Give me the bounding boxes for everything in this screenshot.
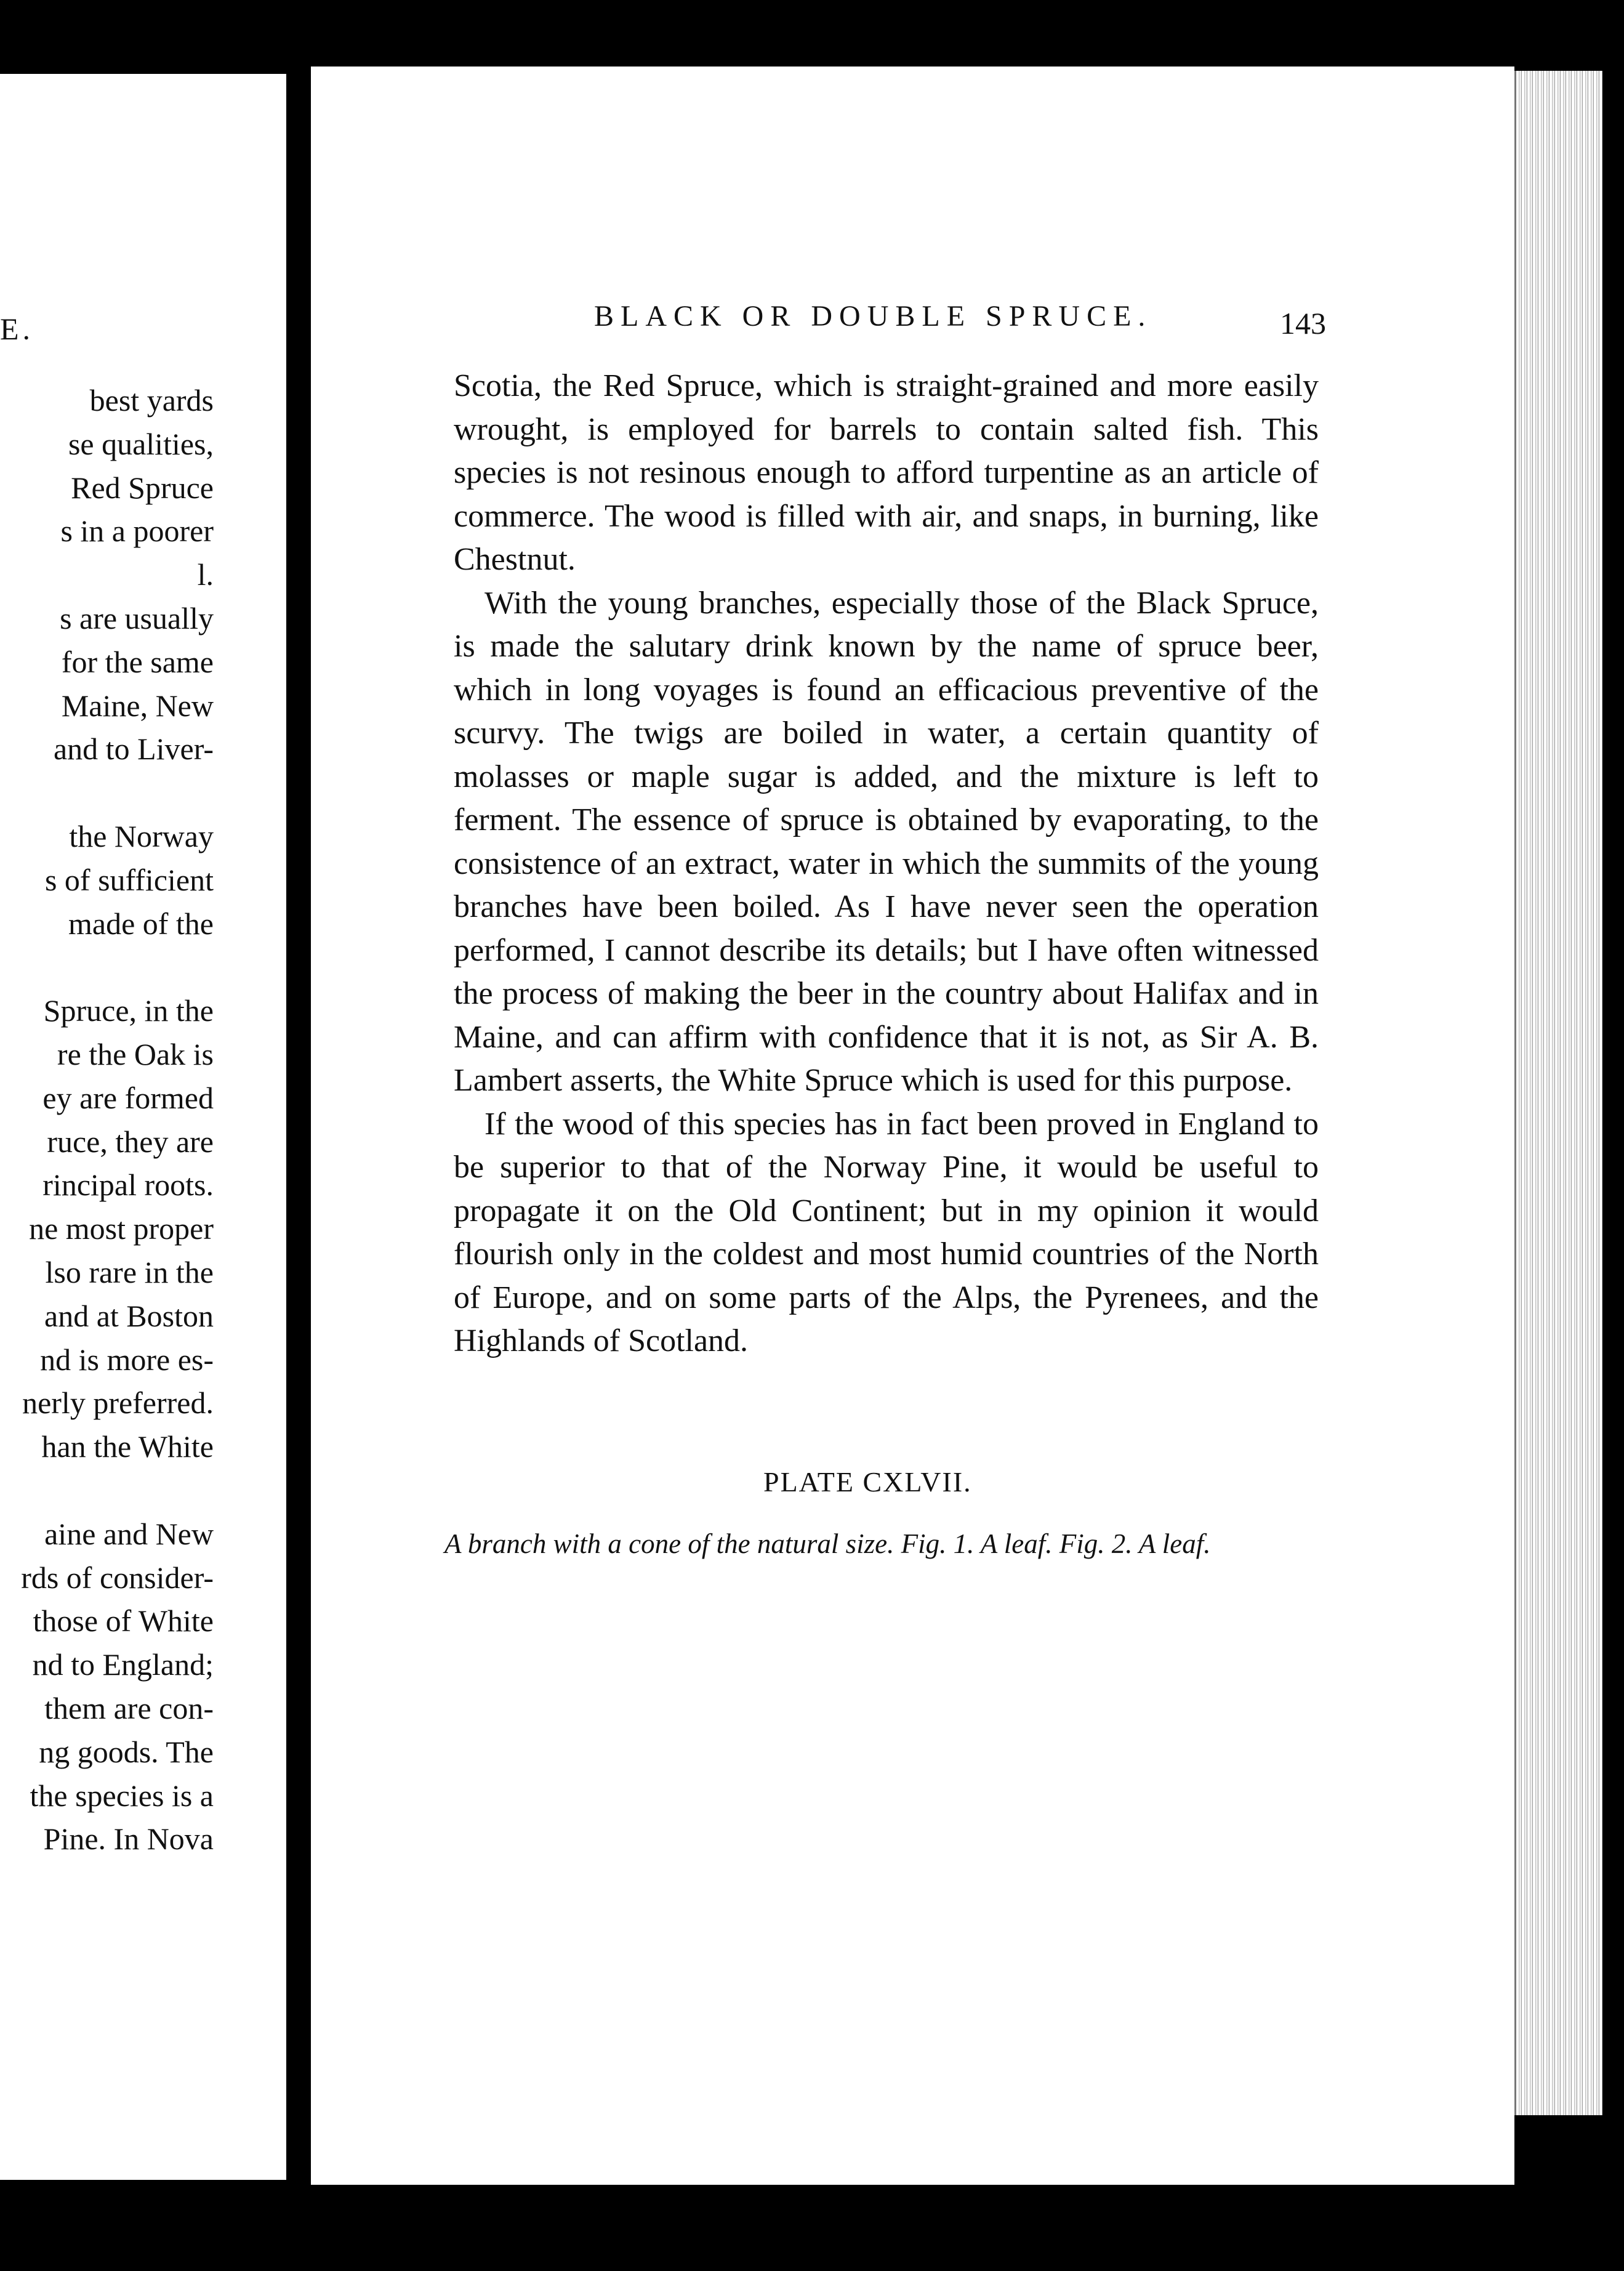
left-page-line: nd is more es- [40,1342,214,1377]
left-page-line: s of sufficient [44,862,214,897]
left-running-head-fragment: E. [0,312,34,346]
left-page-line: ne most proper [29,1211,214,1246]
left-page-line: ey are formed [42,1080,214,1115]
left-page-line: and to Liver- [53,732,214,767]
left-page-line: Red Spruce [71,470,214,505]
left-page-line: best yards [89,383,214,417]
left-page-line: han the White [41,1429,214,1464]
left-page-line: ruce, they are [47,1124,214,1159]
left-page-line: the Norway [69,819,214,853]
body-text [454,365,1319,1363]
left-page-line: rincipal roots. [42,1168,214,1203]
left-page-line: and at Boston [44,1298,214,1333]
left-page-line: lso rare in the [45,1255,214,1289]
book-gutter [286,68,311,2186]
paragraph-2: With the young branches, especially those of the Black Spruce, is made the salutary drink known by the name of spruce beer, which in long voyages is found an efficacious preventive of the scurvy. The twigs are boiled in water, a certain quantity of molasses or maple sugar is added, and the mixture is left to ferment. The essence of spruce is obtained by evaporating, to the consistence of an extract, water in which the summits of the young branches have been boiled. As I have never seen the operation performed, I cannot describe its details; but I have often witnessed the process of making the beer in the country about Halifax and in Maine, and can affirm with confidence that it is not, as Sir A. B. Lambert asserts, the White Spruce which is used for this purpose. [454,585,1319,1098]
left-page-line: those of White [33,1603,214,1639]
left-page-line: nd to England; [32,1647,214,1682]
plate-caption: A branch with a cone of the natural size. Fig. 1. A leaf. Fig. 2. A leaf. [444,1528,1211,1559]
left-page-line: for the same [61,644,214,679]
left-page-line: nerly preferred. [22,1386,214,1421]
running-head: BLACK OR DOUBLE SPRUCE. [594,300,1152,333]
left-page-line: s in a poorer [60,514,214,549]
paragraph-1: Scotia, the Red Spruce, which is straight-grained and more easily wrought, is employed for barrels to contain salted fish. This species is not resinous enough to afford turpentine as an article of commerce. The wood is filled with air, and snaps, in burning, like Chestnut. [454,368,1319,577]
page-number: 143 [1280,306,1326,341]
left-page-line: the species is a [30,1778,214,1813]
left-page-line: Spruce, in the [43,993,214,1028]
plate-title: PLATE CXLVII. [763,1466,972,1498]
left-page-line: rds of consider- [21,1560,214,1595]
left-page-line: se qualities, [68,426,214,461]
left-page-line: made of the [68,906,214,941]
page-edges [1514,71,1602,2115]
left-facing-page [0,74,286,2180]
left-page-line: s are usually [60,601,214,635]
left-page-line: re the Oak is [57,1037,214,1071]
left-page-line: Maine, New [61,688,214,723]
left-page-line: l. [197,557,214,592]
left-page-line: Pine. In Nova [43,1821,214,1857]
paragraph-3: If the wood of this species has in fact been proved in England to be superior to that of the Norway Pine, it would be useful to propagate it on the Old Continent; but in my opinion it would flourish only in the coldest and most humid countries of the North of Europe, and on some parts of the Alps, the Pyrenees, and the Highlands of Scotland. [454,1106,1319,1358]
left-page-line: aine and New [44,1516,214,1551]
left-page-line: them are con- [44,1691,214,1725]
left-page-line: ng goods. The [39,1734,214,1769]
